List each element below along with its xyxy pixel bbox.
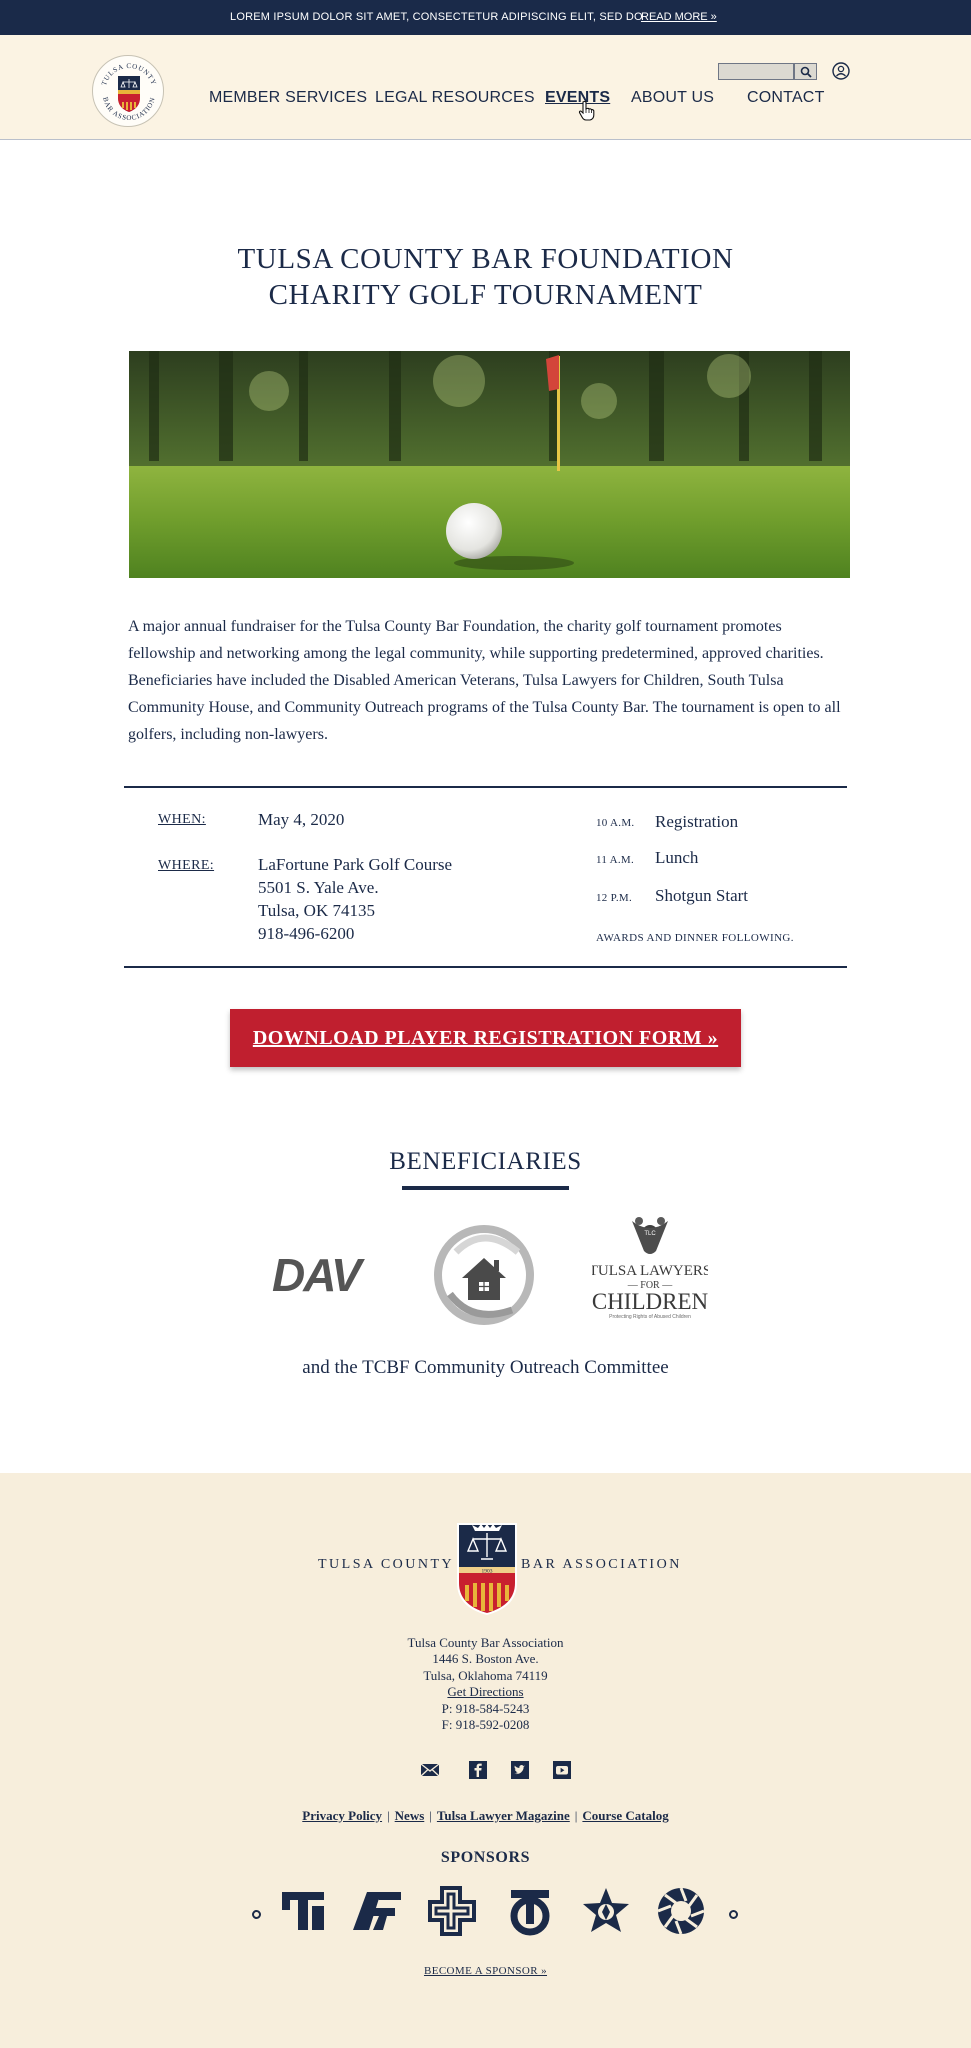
event-description: A major annual fundraiser for the Tulsa County Bar Foundation, the charity golf tournament promotes fellowship and networking among the legal community, while supporting predetermined, approved charities. Beneficiaries have included the Disabled American Veterans, Tulsa Lawyers for Children, South Tulsa Community House, and Community Outreach programs of the Tulsa County Bar. The tournament is open to all golfers, including non-lawyers. (128, 618, 841, 743)
tlc-line-2: — FOR — (627, 1280, 673, 1291)
beneficiaries-and-line: and the TCBF Community Outreach Committee (302, 1357, 669, 1378)
sponsor-logo[interactable] (505, 1886, 555, 1936)
footer-brand-left: TULSA COUNTY (318, 1557, 455, 1572)
link-separator: | (429, 1808, 432, 1823)
tulsa-lawyers-for-children-logo (592, 1213, 708, 1329)
schedule-event: Shotgun Start (655, 886, 749, 905)
footer-street: 1446 S. Boston Ave. (432, 1651, 539, 1666)
south-tulsa-community-house-logo (432, 1222, 536, 1328)
hand-cursor-icon (578, 100, 596, 122)
venue-phone: 918-496-6200 (258, 924, 355, 943)
link-separator: | (574, 1808, 578, 1823)
page-title-line-2: CHARITY GOLF TOURNAMENT (268, 279, 703, 311)
awards-note: AWARDS AND DINNER FOLLOWING. (596, 932, 794, 944)
tlc-tagline: Protecting Rights of Abused Children (609, 1314, 691, 1320)
schedule-event: Registration (655, 812, 739, 831)
search-input[interactable] (718, 63, 794, 80)
carousel-next-icon[interactable] (729, 1910, 738, 1919)
tcba-crest-logo[interactable] (455, 1523, 519, 1615)
footer-links (0, 1808, 971, 1824)
tulsa-lawyer-magazine-link[interactable]: Tulsa Lawyer Magazine (436, 1808, 570, 1823)
nav-contact[interactable]: CONTACT (747, 89, 825, 106)
footer-fax: F: 918-592-0208 (441, 1717, 530, 1732)
tlc-badge-text: TLC (644, 1231, 656, 1237)
site-header (0, 35, 971, 140)
svg-text:BAR ASSOCIATION: BAR ASSOCIATION (101, 96, 157, 123)
when-value: May 4, 2020 (258, 810, 345, 829)
read-more-link[interactable]: READ MORE » (641, 11, 717, 23)
dav-logo-text: DAV (272, 1252, 360, 1296)
sponsor-logo[interactable] (428, 1886, 478, 1936)
tcba-logo[interactable] (92, 55, 164, 127)
youtube-icon[interactable] (552, 1760, 572, 1780)
carousel-prev-icon[interactable] (252, 1910, 261, 1919)
sponsor-logo[interactable] (656, 1886, 706, 1936)
twitter-icon[interactable] (510, 1760, 530, 1780)
news-link[interactable]: News (394, 1808, 425, 1823)
venue-city: Tulsa, OK 74135 (258, 901, 375, 920)
user-icon[interactable] (832, 62, 850, 80)
nav-about-us[interactable]: ABOUT US (631, 89, 715, 106)
svg-text:TULSA COUNTY: TULSA COUNTY (100, 61, 158, 87)
tlc-line-3: CHILDREN (592, 1289, 708, 1314)
where-label: WHERE: (158, 858, 215, 873)
link-separator: | (387, 1808, 390, 1823)
course-catalog-link[interactable]: Course Catalog (582, 1808, 669, 1823)
venue-name: LaFortune Park Golf Course (258, 855, 453, 874)
sponsor-logo[interactable] (581, 1886, 631, 1936)
footer-city: Tulsa, Oklahoma 74119 (423, 1668, 548, 1683)
footer-phone: P: 918-584-5243 (441, 1701, 530, 1716)
privacy-policy-link[interactable]: Privacy Policy (302, 1808, 383, 1823)
get-directions-link[interactable]: Get Directions (447, 1684, 524, 1699)
when-label: WHEN: (158, 812, 206, 827)
crest-year: 1903 (481, 1568, 493, 1575)
schedule-time: 11 A.M. (596, 854, 635, 866)
golf-hero-image (129, 351, 850, 578)
sponsors-title: SPONSORS (440, 1849, 531, 1866)
venue-street: 5501 S. Yale Ave. (258, 878, 379, 897)
announcement-text: LOREM IPSUM DOLOR SIT AMET, CONSECTETUR ADIPISCING ELIT, SED DO (230, 11, 643, 23)
footer-org-name: Tulsa County Bar Association (407, 1635, 564, 1650)
email-icon[interactable] (420, 1760, 440, 1780)
footer-brand-right: BAR ASSOCIATION (521, 1557, 682, 1572)
page-title-line-1: TULSA COUNTY BAR FOUNDATION (237, 243, 734, 275)
nav-events[interactable]: EVENTS (545, 89, 611, 106)
dav-logo (272, 1252, 382, 1296)
download-registration-button[interactable]: DOWNLOAD PLAYER REGISTRATION FORM » (230, 1009, 741, 1067)
beneficiaries-underline (402, 1186, 569, 1190)
schedule-time: 12 P.M. (596, 892, 633, 904)
search-icon (800, 66, 812, 78)
site-footer (0, 1473, 971, 2048)
nav-member-services[interactable]: MEMBER SERVICES (209, 89, 368, 106)
schedule-event: Lunch (655, 848, 699, 867)
beneficiaries-title: BENEFICIARIES (389, 1148, 582, 1175)
facebook-icon[interactable] (468, 1760, 488, 1780)
tlc-line-1: TULSA LAWYERS (592, 1263, 708, 1279)
search-button[interactable] (794, 63, 817, 80)
event-details (124, 786, 847, 968)
announcement-bar (0, 0, 971, 35)
schedule-time: 10 A.M. (596, 817, 635, 829)
become-sponsor-link[interactable]: BECOME A SPONSOR » (423, 1965, 548, 1977)
sponsor-logo[interactable] (351, 1886, 401, 1936)
nav-legal-resources[interactable]: LEGAL RESOURCES (375, 89, 535, 106)
sponsor-logo[interactable] (278, 1886, 328, 1936)
